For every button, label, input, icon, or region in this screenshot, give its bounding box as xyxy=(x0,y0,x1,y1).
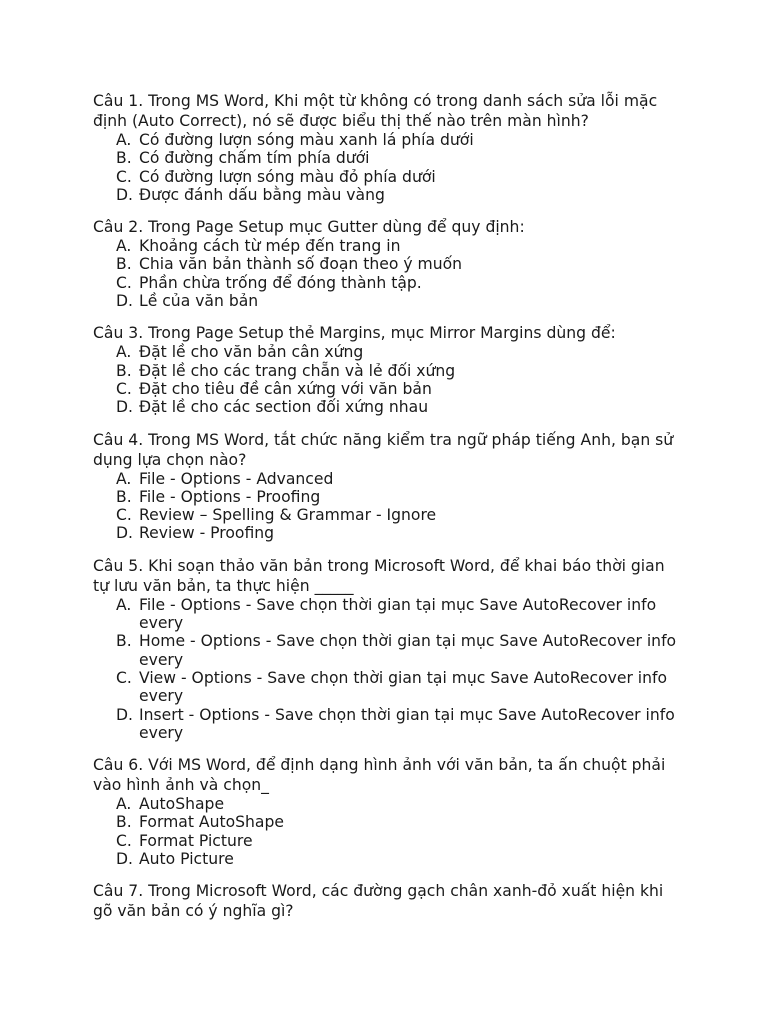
answer-option-d xyxy=(93,292,683,310)
answer-option-a xyxy=(93,237,683,255)
option-text: Lề của văn bản xyxy=(139,292,259,311)
option-label: D. xyxy=(116,398,133,417)
option-label: B. xyxy=(116,361,132,380)
option-text: Auto Picture xyxy=(139,850,234,869)
option-text: View - Options - Save chọn thời gian tại mục Save AutoRecover info every xyxy=(139,668,668,706)
option-text: Đặt cho tiêu đề cân xứng với văn bản xyxy=(139,379,432,398)
option-label: B. xyxy=(116,632,132,651)
answer-options xyxy=(93,343,683,416)
answer-options xyxy=(93,131,683,204)
option-label: A. xyxy=(116,343,132,362)
option-text: Insert - Options - Save chọn thời gian tại mục Save AutoRecover info every xyxy=(139,705,675,742)
option-label: C. xyxy=(116,379,132,398)
option-label: D. xyxy=(116,292,133,311)
answer-option-b xyxy=(93,813,683,831)
question-text: Câu 7. Trong Microsoft Word, các đường gạch chân xanh-đỏ xuất hiện khi gõ văn bản có ý nghĩa gì? xyxy=(93,882,664,921)
question-7 xyxy=(93,880,683,921)
option-label: D. xyxy=(116,185,133,204)
option-text: Phần chừa trống để đóng thành tập. xyxy=(139,273,422,292)
option-text: Home - Options - Save chọn thời gian tại mục Save AutoRecover info every xyxy=(139,632,677,669)
option-text: File - Options - Proofing xyxy=(139,487,321,506)
answer-option-d xyxy=(93,850,683,868)
option-text: Có đường lượn sóng màu xanh lá phía dưới xyxy=(139,131,474,149)
question-3 xyxy=(93,322,683,416)
answer-option-d xyxy=(93,524,683,542)
answer-option-a xyxy=(93,470,683,488)
answer-option-c xyxy=(93,380,683,398)
answer-option-c xyxy=(93,168,683,186)
option-text: Được đánh dấu bằng màu vàng xyxy=(139,185,385,204)
question-5 xyxy=(93,555,683,742)
answer-option-b xyxy=(93,149,683,167)
option-label: C. xyxy=(116,831,132,850)
option-text: Có đường lượn sóng màu đỏ phía dưới xyxy=(139,167,436,186)
question-2 xyxy=(93,216,683,310)
option-text: Đặt lề cho các section đối xứng nhau xyxy=(139,398,429,417)
answer-option-c xyxy=(93,274,683,292)
question-6 xyxy=(93,754,683,868)
option-label: B. xyxy=(116,255,132,274)
answer-options xyxy=(93,596,683,742)
answer-options xyxy=(93,795,683,868)
answer-option-a xyxy=(93,795,683,813)
option-label: D. xyxy=(116,705,133,724)
option-text: Khoảng cách từ mép đến trang in xyxy=(139,237,401,256)
question-text: Câu 1. Trong MS Word, Khi một từ không có trong danh sách sửa lỗi mặc định (Auto Correct), nó sẽ được biểu thị thế nào trên màn hình? xyxy=(93,92,658,130)
option-text: Đặt lề cho văn bản cân xứng xyxy=(139,343,364,362)
option-label: C. xyxy=(116,273,132,292)
option-text: Format Picture xyxy=(139,831,253,850)
answer-option-d xyxy=(93,398,683,416)
answer-option-c xyxy=(93,832,683,850)
answer-option-b xyxy=(93,488,683,506)
question-text: Câu 4. Trong MS Word, tắt chức năng kiểm tra ngữ pháp tiếng Anh, bạn sử dụng lựa chọn nào? xyxy=(93,430,674,469)
option-text: File - Options - Save chọn thời gian tại mục Save AutoRecover info every xyxy=(139,595,657,633)
question-list xyxy=(93,90,683,933)
question-text: Câu 2. Trong Page Setup mục Gutter dùng để quy định: xyxy=(93,218,525,237)
option-label: A. xyxy=(116,795,132,814)
question-text: Câu 6. Với MS Word, để định dạng hình ảnh với văn bản, ta ấn chuột phải vào hình ảnh và chọn_ xyxy=(93,756,666,795)
question-4 xyxy=(93,429,683,543)
option-label: A. xyxy=(116,237,132,256)
option-label: D. xyxy=(116,850,133,869)
option-label: A. xyxy=(116,595,132,614)
answer-option-d xyxy=(93,186,683,204)
question-text: Câu 3. Trong Page Setup thẻ Margins, mục Mirror Margins dùng để: xyxy=(93,324,616,343)
option-label: B. xyxy=(116,149,132,168)
option-label: C. xyxy=(116,668,132,687)
option-text: Review – Spelling & Grammar - Ignore xyxy=(139,506,437,525)
option-label: B. xyxy=(116,487,132,506)
answer-option-c xyxy=(93,506,683,524)
answer-option-b xyxy=(93,632,683,669)
answer-option-a xyxy=(93,343,683,361)
option-text: Format AutoShape xyxy=(139,813,284,832)
option-label: A. xyxy=(116,469,132,488)
option-label: C. xyxy=(116,167,132,186)
answer-option-a xyxy=(93,596,683,633)
option-text: Review - Proofing xyxy=(139,524,275,543)
answer-options xyxy=(93,470,683,543)
option-text: Có đường chấm tím phía dưới xyxy=(139,149,370,168)
answer-option-b xyxy=(93,362,683,380)
option-text: Chia văn bản thành số đoạn theo ý muốn xyxy=(139,255,463,274)
answer-options xyxy=(93,237,683,310)
option-label: D. xyxy=(116,524,133,543)
option-text: File - Options - Advanced xyxy=(139,469,334,488)
option-label: C. xyxy=(116,506,132,525)
option-text: Đặt lề cho các trang chẵn và lẻ đối xứng xyxy=(139,361,456,380)
question-1 xyxy=(93,90,683,204)
option-label: B. xyxy=(116,813,132,832)
option-label: A. xyxy=(116,131,132,149)
answer-option-d xyxy=(93,706,683,743)
option-text: AutoShape xyxy=(139,795,225,814)
answer-option-c xyxy=(93,669,683,706)
answer-option-b xyxy=(93,255,683,273)
question-text: Câu 5. Khi soạn thảo văn bản trong Microsoft Word, để khai báo thời gian tự lưu văn bản, ta thực hiện _____ xyxy=(93,556,665,595)
answer-option-a xyxy=(93,131,683,149)
